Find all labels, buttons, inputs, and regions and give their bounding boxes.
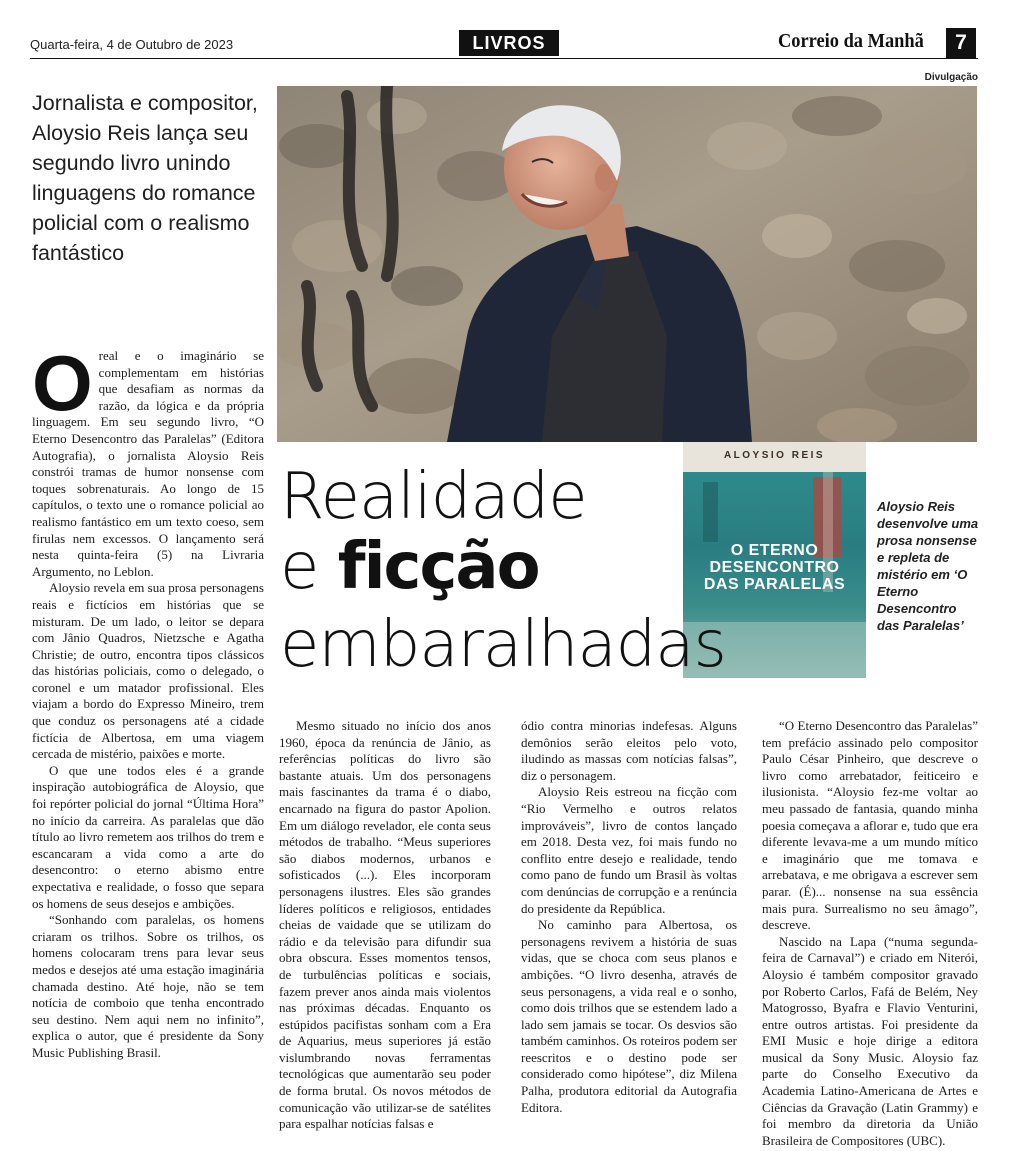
body-paragraph: “O Eterno Desencontro das Paralelas” tem prefácio assinado pelo compositor Paulo César Pinheiro, que descreve o livro como arrebatador, feiticeiro e ilusionista. “Aloysio fez-me voltar ao meu passado de fantasia, quando minha poesia começava a aflorar e, tudo que era diferente levava-me a um mundo mítico e imaginário que me tomava e arrebatava, e me obrigava a escrever sem parar. (É)... nonsense na sua essência mais pura. Surrealismo no seu âmago”, descreve. bbox=[762, 718, 978, 933]
body-column-4 bbox=[762, 718, 978, 1149]
body-paragraph: O que une todos eles é a grande inspiração autobiográfica de Aloysio, que foi repórter policial do jornal “Última Hora” no início da carreira. As paralelas que dão título ao livro remetem aos trilhos do trem e escancaram a vida como a arte do desencontro: o eterno abismo entre expectativa e realidade, o fosso que separa os homens de seus desejos e ambições. bbox=[32, 762, 264, 911]
body-paragraph: No caminho para Albertosa, os personagens revivem a história de suas vidas, que se choca com seus planos e ambições. “O livro desenha, através de seus personagens, a vida real e o sonho, como dois trilhos que se estendem lado a lado sem jamais se tocar. Os desvios são também caminhos. Os roteiros podem ser reescritos e o destino pode ser considerado como hipótese”, diz Milena Palha, produtora editorial da Autografia Editora. bbox=[521, 917, 737, 1115]
section-label: LIVROS bbox=[459, 30, 559, 56]
body-paragraph: “Sonhando com paralelas, os homens criaram os trilhos. Sobre os trilhos, os homens colocaram trens para levar seus medos e desejos até uma estação imaginária chamada destino. Até hoje, não se tem notícia de comboio que tenha encontrado seu destino. Nem aqui nem no infinito”, explica o autor, que é presidente da Sony Music Publishing Brasil. bbox=[32, 912, 264, 1060]
body-paragraph bbox=[32, 339, 264, 580]
book-title-line: O ETERNO bbox=[730, 542, 819, 559]
book-title-line: DAS PARALELAS bbox=[703, 576, 846, 593]
body-paragraph: Mesmo situado no início dos anos 1960, época da renúncia de Jânio, as referências políticas do livro são bastante atuais. Um dos personagens mais fascinantes da trama é o diabo, encarnado na figura do pastor Apolion. Em um diálogo revelador, ele conta seus métodos de trabalho. “Meus superiores são diabos modernos, urbanos e sofisticados (...). Eles incorporam personagens ilustres. Eles são grandes líderes políticos e religiosos, entidades cheias de vaidade que se utilizam do rádio e da televisão para difundir sua obra obscura. Esses momentos tensos, de turbulências políticas e sociais, fazem prever anos ainda mais violentos nas próximas décadas. Enquanto os estúpidos pacifistas sonham com a Era de Aquarius, meus superiores já estão vislumbrando novas ferramentas tecnológicas que aumentarão seu poder de forma brutal. Os novos métodos de comunicação vão utilizar-se de satélites para espalhar notícias falsas e bbox=[279, 718, 491, 1132]
page-number: 7 bbox=[946, 28, 976, 58]
headline-word-e: e bbox=[280, 530, 338, 604]
header-rule bbox=[30, 58, 978, 59]
headline-line-1: Realidade bbox=[280, 460, 587, 534]
body-paragraph: Nascido na Lapa (“numa segunda-feira de Carnaval”) e criado em Niterói, Aloysio é também compositor gravado por Roberto Carlos, Fafá de Belém, Ney Matogrosso, Byafra e Flavio Venturini, entre outros artistas. Foi presidente da EMI Music e hoje dirige a editora musical da Sony Music. Aloysio faz parte do Conselho Executivo da Academia Latino-Americana de Artes e Ciências da Gravação (Latin Grammy) e foi membro da diretoria da União Brasileira de Compositores (UBC). bbox=[762, 933, 978, 1148]
body-column-1 bbox=[32, 339, 264, 1062]
body-column-2 bbox=[279, 718, 491, 1133]
headline-word-ficcao: ficção bbox=[337, 530, 539, 604]
newspaper-name: Correio da Manhã bbox=[778, 30, 924, 52]
article-deck: Jornalista e compositor, Aloysio Reis lança seu segundo livro unindo linguagens do romance policial com o realismo fantástico bbox=[32, 91, 258, 265]
headline-line-2 bbox=[280, 532, 539, 602]
author-photo bbox=[277, 86, 977, 442]
body-paragraph: Aloysio revela em sua prosa personagens reais e fictícios em histórias que se misturam. De um lado, o leitor se depara com Jânio Quadros, Nietzsche e Agatha Christie; de outro, encontra tipos clássicos das histórias policiais, como o delegado, o coronel e um matador profissional. Eles viajam a bordo do Expresso Mineiro, trem que conduz os personagens até a cidade fictícia de Albertosa, em uma viagem cercada de mistério, paixões e morte. bbox=[32, 580, 264, 762]
photo-caption: Aloysio Reis desenvolve uma prosa nonsense e repleta de mistério em ‘O Eterno Desencontro das Paralelas’ bbox=[877, 499, 979, 633]
body-column-3 bbox=[521, 718, 737, 1116]
book-author: ALOYSIO REIS bbox=[723, 450, 826, 461]
body-paragraph: ódio contra minorias indefesas. Alguns demônios serão eleitos pelo voto, iludindo as massas com notícias falsas”, diz o personagem. bbox=[521, 718, 737, 783]
issue-date: Quarta-feira, 4 de Outubro de 2023 bbox=[30, 37, 234, 52]
headline-line-3: embaralhadas bbox=[280, 608, 726, 682]
photo-credit: Divulgação bbox=[924, 72, 978, 83]
body-paragraph: Aloysio Reis estreou na ficção com “Rio Vermelho e outros relatos improváveis”, livro de contos lançado em 2018. Desta vez, foi mais fundo no conflito entre desejo e realidade, tendo como pano de fundo um Brasil às voltas com denúncias de corrupção e a renúncia do presidente da República. bbox=[521, 784, 737, 916]
book-title-line: DESENCONTRO bbox=[709, 559, 840, 576]
drop-cap: O bbox=[32, 339, 93, 427]
paragraph-text: real e o imaginário se complementam em histórias que desafiam as normas da razão, da lógica e da própria linguagem. Em seu segundo livro, “O Eterno Desencontro das Paralelas” (Editora Autografia), o jornalista Aloysio Reis constrói tramas de humor nonsense com toques sobrenaturais. Ao longo de 15 capítulos, o texto une o romance policial ao realismo fantástico em um texto coeso, sem firulas nem excessos. O lançamento será nesta quinta-feira (5) na Livraria Argumento, no Leblon. bbox=[32, 348, 264, 579]
book-title bbox=[683, 542, 866, 593]
